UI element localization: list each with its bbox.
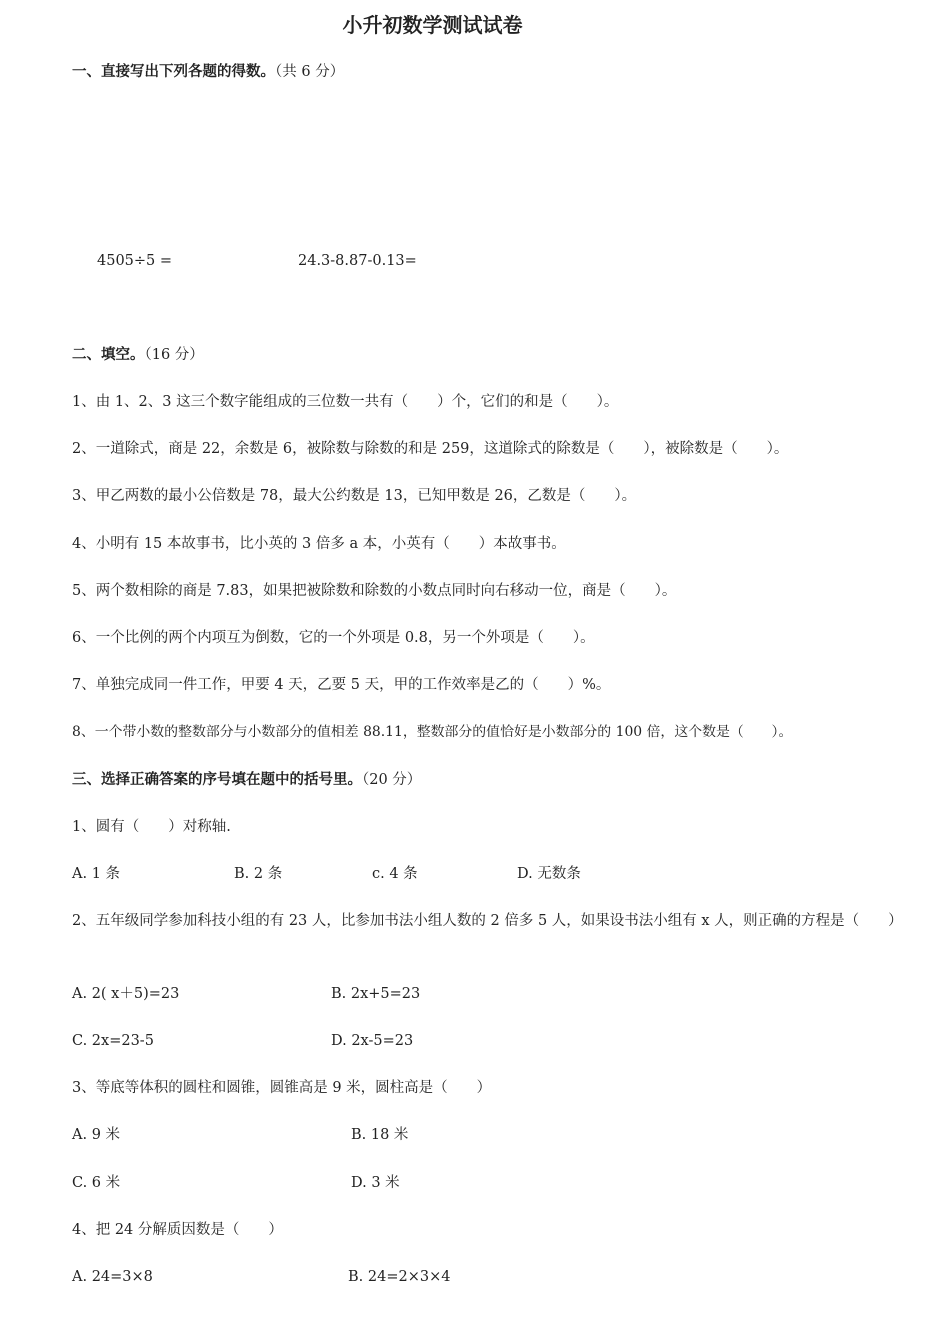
section-2-heading-text: 二、填空。 xyxy=(72,346,145,363)
q3-option-c: C. 6 米 xyxy=(72,1175,121,1191)
q2-option-c: C. 2x=23-5 xyxy=(72,1033,154,1049)
fill-blank-question-4: 4、小明有 15 本故事书，比小英的 3 倍多 a 本，小英有（ ）本故事书。 xyxy=(72,536,566,552)
fill-blank-question-5: 5、两个数相除的商是 7.83，如果把被除数和除数的小数点同时向右移动一位，商是（ ）。 xyxy=(72,583,677,599)
choice-question-3: 3、等底等体积的圆柱和圆锥，圆锥高是 9 米，圆柱高是（ ） xyxy=(72,1080,492,1096)
q1-option-c: c. 4 条 xyxy=(372,866,418,882)
choice-question-1: 1、圆有（ ）对称轴. xyxy=(72,819,231,835)
section-3-points: （20 分） xyxy=(362,772,422,788)
calc-expression-2: 24.3-8.87-0.13= xyxy=(298,253,417,269)
fill-blank-question-2: 2、一道除式，商是 22，余数是 6，被除数与除数的和是 259，这道除式的除数是（ ），被除数是（ ）。 xyxy=(72,441,789,457)
q3-option-a: A. 9 米 xyxy=(72,1127,121,1143)
q3-option-b: B. 18 米 xyxy=(351,1127,409,1143)
q2-option-d: D. 2x-5=23 xyxy=(331,1033,414,1049)
page-title: 小升初数学测试试卷 xyxy=(342,13,523,37)
q4-option-a: A. 24=3×8 xyxy=(72,1269,153,1285)
fill-blank-question-6: 6、一个比例的两个内项互为倒数，它的一个外项是 0.8，另一个外项是（ ）。 xyxy=(72,630,595,646)
q2-option-a: A. 2( x＋5)=23 xyxy=(72,986,180,1002)
q4-option-b: B. 24=2×3×4 xyxy=(348,1269,451,1285)
fill-blank-question-7: 7、单独完成同一件工作，甲要 4 天，乙要 5 天，甲的工作效率是乙的（ ）%。 xyxy=(72,677,611,693)
q1-option-b: B. 2 条 xyxy=(234,866,283,882)
choice-question-2: 2、五年级同学参加科技小组的有 23 人，比参加书法小组人数的 2 倍多 5 人，如果设书法小组有 x 人，则正确的方程是（ ） xyxy=(72,913,903,929)
section-3-heading-text: 三、选择正确答案的序号填在题中的括号里。 xyxy=(72,771,362,788)
q2-option-b: B. 2x+5=23 xyxy=(331,986,421,1002)
q1-option-a: A. 1 条 xyxy=(72,866,121,882)
fill-blank-question-8: 8、一个带小数的整数部分与小数部分的值相差 88.11，整数部分的值恰好是小数部分的 100 倍，这个数是（ ）。 xyxy=(72,724,793,740)
section-1-heading xyxy=(72,62,344,82)
section-1-heading-text: 一、直接写出下列各题的得数。 xyxy=(72,63,275,80)
section-2-points: （16 分） xyxy=(144,347,204,363)
section-2-heading xyxy=(72,345,204,365)
fill-blank-question-1: 1、由 1、2、3 这三个数字能组成的三位数一共有（ ）个，它们的和是（ ）。 xyxy=(72,394,619,410)
section-1-points: （共 6 分） xyxy=(275,64,345,80)
fill-blank-question-3: 3、甲乙两数的最小公倍数是 78，最大公约数是 13，已知甲数是 26，乙数是（ ）。 xyxy=(72,488,637,504)
q3-option-d: D. 3 米 xyxy=(351,1175,400,1191)
calc-expression-1: 4505÷5 = xyxy=(97,253,173,269)
q1-option-d: D. 无数条 xyxy=(517,866,581,882)
section-3-heading xyxy=(72,770,421,790)
choice-question-4: 4、把 24 分解质因数是（ ） xyxy=(72,1222,283,1238)
